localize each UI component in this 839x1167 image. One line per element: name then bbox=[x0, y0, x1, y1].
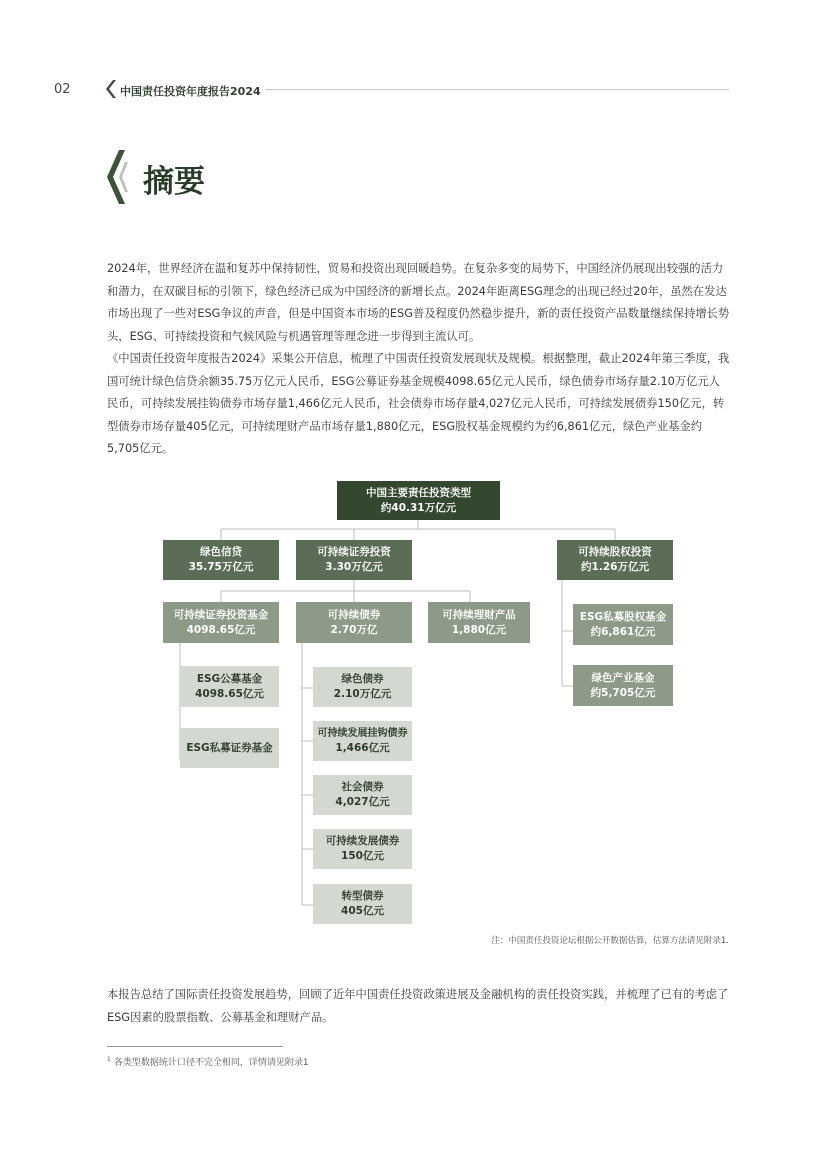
report-title: 中国责任投资年度报告2024 bbox=[120, 85, 261, 98]
node-sustainability-bond bbox=[313, 829, 412, 869]
footnote bbox=[107, 1055, 309, 1068]
node-esg-private-equity bbox=[573, 604, 673, 645]
node-esg-public-fund bbox=[180, 666, 279, 707]
node-value: 约6,861亿元 bbox=[590, 625, 656, 638]
node-social-bond bbox=[313, 775, 412, 815]
node-label: 社会债券 bbox=[341, 781, 384, 793]
node-label: 可持续发展债券 bbox=[325, 835, 400, 847]
header-divider bbox=[265, 89, 729, 90]
node-wealth-products bbox=[428, 602, 530, 643]
node-value: 1,880亿元 bbox=[451, 623, 507, 636]
node-label: 可持续理财产品 bbox=[442, 608, 516, 621]
node-value: 4098.65亿元 bbox=[186, 623, 256, 636]
page-number: 02 bbox=[54, 82, 71, 97]
node-value: 约40.31万亿元 bbox=[380, 501, 457, 514]
node-label: 绿色债券 bbox=[341, 673, 384, 685]
node-label: ESG私募证券基金 bbox=[186, 741, 273, 754]
chart-root-node bbox=[337, 481, 500, 520]
node-label: 可持续证券投资 bbox=[317, 546, 391, 558]
node-value: 4098.65亿元 bbox=[195, 687, 264, 700]
footnote-divider bbox=[107, 1046, 283, 1047]
node-value: 150亿元 bbox=[341, 850, 384, 862]
node-green-bond bbox=[313, 667, 412, 707]
section-title: 摘要 bbox=[143, 164, 205, 200]
section-chevron-icon bbox=[106, 150, 128, 204]
node-label: 转型债券 bbox=[341, 890, 384, 902]
node-label: 可持续债券 bbox=[327, 608, 381, 621]
intro-paragraph: 2024年，世界经济在温和复苏中保持韧性，贸易和投资出现回暖趋势。在复杂多变的局势下，中国经济仍展现出较强的活力和潜力，在双碳目标的引领下，绿色经济已成为中国经济的新增长点。2024年距离ESG理念的出现已经过20年，虽然在发达市场出现了一些对ESG争议的声音，但是中国资本市场的ESG普及程度仍然稳步提升，新的责任投资产品数量继续保持增长势头，ESG、可持续投资和气候风险与机遇管理等理念进一步得到主流认可。 bbox=[107, 262, 730, 343]
node-value: 405亿元 bbox=[341, 905, 384, 917]
scale-paragraph: 《中国责任投资年度报告2024》采集公开信息，梳理了中国责任投资发展现状及规模。根据整理，截止2024年第三季度，我国可统计绿色信贷余额35.75万亿元人民币，ESG公募证券基金规模4098.65亿元人民币，绿色债券市场存量2.10万亿元人民币，可持续发展挂钩债券市场存量1,466亿元人民币，社会债券市场存量4,027亿元人民币，可持续发展债券150亿元，转型债券市场存量405亿元，可持续理财产品市场存量1,880亿元，ESG股权基金规模约为约6,861亿元，绿色产业基金约5,705亿元。 bbox=[107, 352, 730, 456]
node-value: 约5,705亿元 bbox=[590, 686, 656, 699]
node-transition-bond bbox=[313, 884, 412, 924]
node-label: ESG公募基金 bbox=[196, 672, 263, 685]
node-esg-private-securities bbox=[180, 728, 279, 768]
node-label: 可持续发展挂钩债券 bbox=[317, 728, 408, 739]
node-label: ESG私募股权基金 bbox=[579, 610, 667, 623]
node-label: 可持续股权投资 bbox=[578, 546, 652, 558]
node-sustainable-securities bbox=[296, 540, 412, 580]
node-label: 绿色信贷 bbox=[200, 546, 242, 558]
node-slb bbox=[313, 721, 412, 761]
node-green-credit bbox=[163, 540, 279, 580]
footnote-text: 各类型数据统计口径不完全相同，详情请见附录1 bbox=[113, 1058, 309, 1068]
chevron-logo-icon bbox=[106, 80, 116, 98]
node-value: 约1.26万亿元 bbox=[581, 561, 649, 573]
node-value: 1,466亿元 bbox=[335, 742, 390, 754]
node-label: 绿色产业基金 bbox=[591, 671, 655, 684]
node-sustainable-equity bbox=[557, 540, 673, 580]
node-securities-fund bbox=[163, 602, 279, 643]
node-sustainable-bonds bbox=[296, 602, 412, 643]
node-value: 3.30万亿元 bbox=[325, 561, 383, 573]
node-label: 中国主要责任投资类型 bbox=[366, 486, 471, 499]
chart-note: 注：中国责任投资论坛根据公开数据估算，估算方法请见附录1. bbox=[491, 936, 729, 946]
summary-paragraph: 本报告总结了国际责任投资发展趋势，回顾了近年中国责任投资政策进展及金融机构的责任投资实践，并梳理了已有的考虑了ESG因素的股票指数、公募基金和理财产品。 bbox=[107, 988, 729, 1024]
node-label: 可持续证券投资基金 bbox=[173, 608, 269, 621]
node-green-industry-fund bbox=[573, 665, 673, 706]
node-value: 4,027亿元 bbox=[335, 796, 390, 808]
node-value: 2.70万亿 bbox=[330, 623, 378, 636]
node-value: 2.10万亿元 bbox=[333, 688, 392, 700]
node-value: 35.75万亿元 bbox=[188, 561, 254, 573]
footnote-marker: 1 bbox=[107, 1056, 111, 1063]
